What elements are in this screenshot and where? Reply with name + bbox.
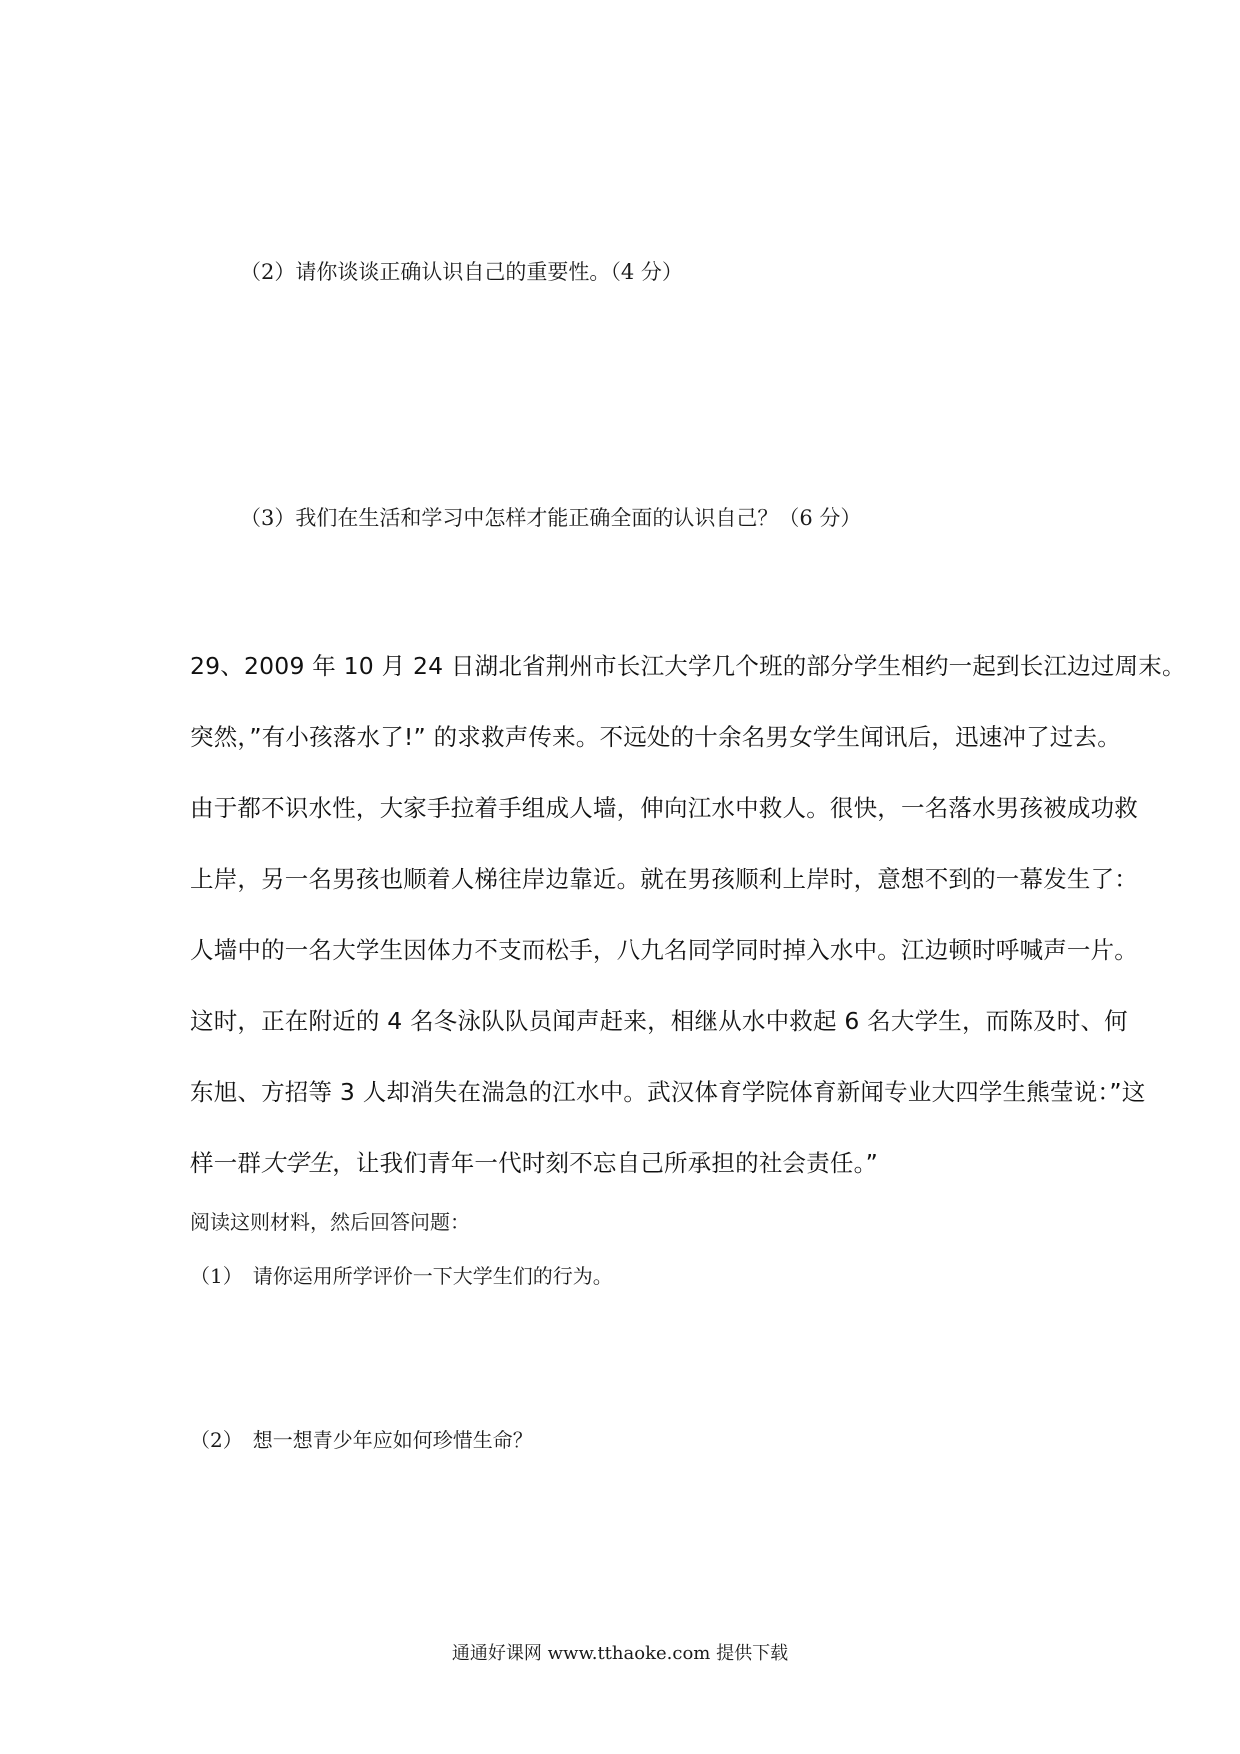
q29-line-7: 东旭、方招等 3 人却消失在湍急的江水中。武汉体育学院体育新闻专业大四学生熊莹说：”这: [190, 1078, 1146, 1106]
q29-line-5: 人墙中的一名大学生因体力不支而松手，八九名同学同时掉入水中。江边顿时呼喊声一片。: [190, 936, 1138, 964]
q29-line-4: 上岸，另一名男孩也顺着人梯往岸边靠近。就在男孩顺利上岸时，意想不到的一幕发生了：: [190, 865, 1138, 893]
q29-line-8-post: ，让我们青年一代时刻不忘自己所承担的社会责任。”: [332, 1149, 878, 1177]
q29-sub-question-2: （2） 想一想青少年应如何珍惜生命？: [190, 1428, 533, 1452]
q29-line-8-italic: 大学生: [261, 1149, 333, 1177]
q29-line-8-pre: 样一群: [190, 1149, 262, 1177]
q29-line-1: 29、2009 年 10 月 24 日湖北省荆州市长江大学几个班的部分学生相约一起到长江边过周末。: [190, 652, 1186, 680]
q29-line-6: 这时，正在附近的 4 名冬泳队队员闻声赶来，相继从水中救起 6 名大学生，而陈及时、何: [190, 1007, 1128, 1035]
q29-line-2: 突然，”有小孩落水了!” 的求救声传来。不远处的十余名男女学生闻讯后，迅速冲了过去。: [190, 723, 1121, 751]
q29-instruction: 阅读这则材料，然后回答问题：: [190, 1210, 470, 1234]
q29-sub-question-1: （1） 请你运用所学评价一下大学生们的行为。: [190, 1264, 613, 1288]
question-3-prompt: （3）我们在生活和学习中怎样才能正确全面的认识自己？（6 分）: [240, 506, 862, 530]
page-footer: 通通好课网 www.tthaoke.com 提供下载: [451, 1643, 789, 1664]
question-2-prompt: （2）请你谈谈正确认识自己的重要性。（4 分）: [240, 260, 683, 284]
q29-line-8: [190, 1149, 878, 1177]
q29-line-3: 由于都不识水性，大家手拉着手组成人墙，伸向江水中救人。很快，一名落水男孩被成功救: [190, 794, 1138, 822]
